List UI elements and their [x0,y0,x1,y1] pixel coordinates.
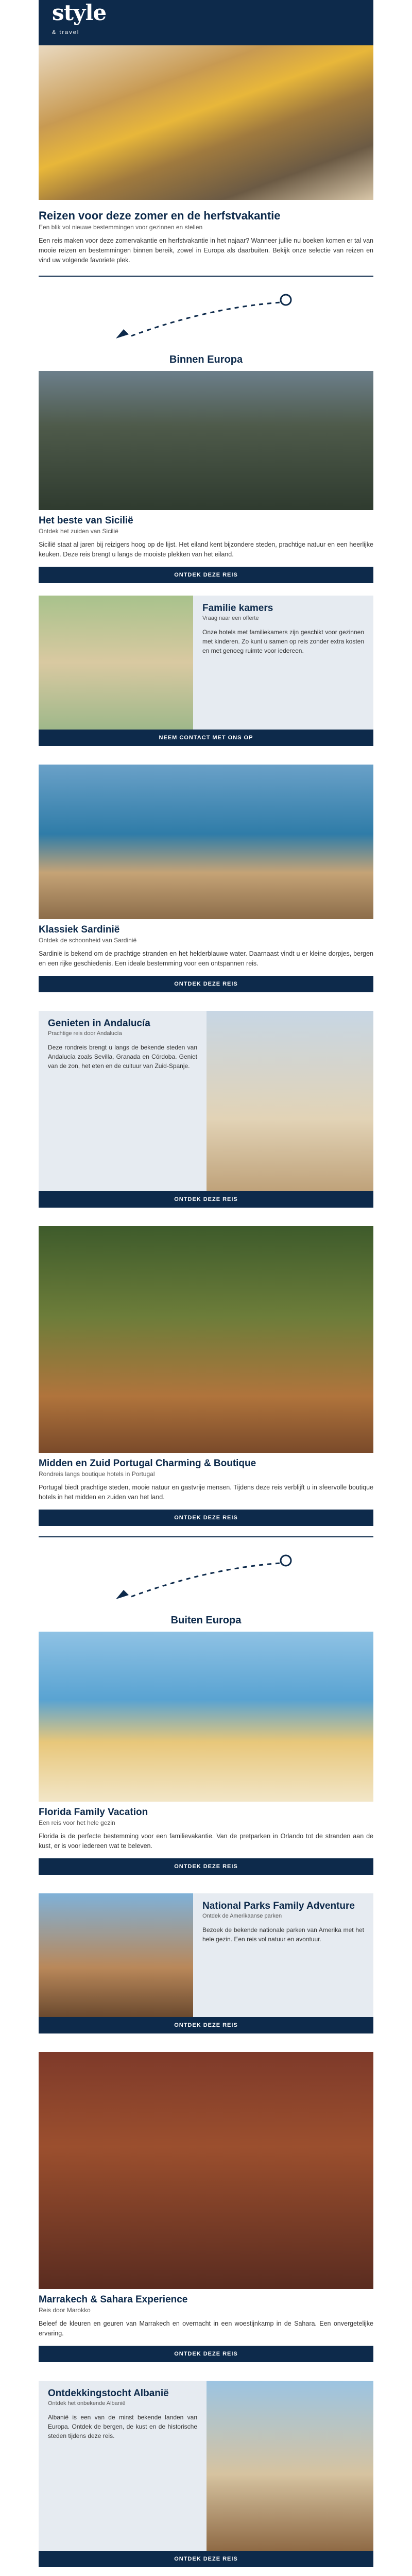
section-title-outside: Buiten Europa [170,1615,242,1626]
header [39,0,373,45]
family-image [39,596,193,730]
portugal-title: Midden en Zuid Portugal Charming & Boutique [39,1458,256,1469]
florida-button[interactable]: ONTDEK DEZE REIS [39,1858,373,1875]
albanie-subtitle: Ontdek het onbekende Albanië [48,2400,126,2406]
intro-text: Een reis maken voor deze zomervakantie en herfstvakantie in het najaar? Wanneer jullie nu boeken komen er tal van mooie reizen en bestemmingen binnen bereik, zowel in Europa als daarbuiten. Bekijk onze selectie van reizen en vind uw volgende favoriete plek. [39,237,373,264]
albanie-card [39,2381,373,2551]
parks-card [39,1893,373,2017]
florida-subtitle: Een reis voor het hele gezin [39,1819,115,1826]
logo[interactable]: style & travel [52,0,107,36]
plane-illustration [39,1548,373,1609]
andalucia-image [207,1011,373,1191]
sardinie-button[interactable]: ONTDEK DEZE REIS [39,976,373,992]
sardinie-subtitle: Ontdek de schoonheid van Sardinië [39,937,137,944]
florida-text: Florida is de perfecte bestemming voor een familievakantie. Van de pretparken in Orlando tot de stranden aan de kust, er is voor iedereen wat te beleven. [39,1833,373,1850]
family-subtitle: Vraag naar een offerte [202,615,259,621]
andalucia-text: Deze rondreis brengt u langs de bekende steden van Andalucía zoals Sevilla, Granada en Córdoba. Geniet van de zon, het eten en de cultuur van Zuid-Spanje. [48,1044,197,1070]
parks-image [39,1893,193,2017]
newsletter [39,0,373,2576]
family-text: Onze hotels met familiekamers zijn geschikt voor gezinnen met kinderen. Zo kunt u samen op reis zonder extra kosten en met genoeg ruimte voor iedereen. [202,629,364,654]
marrakech-text: Beleef de kleuren en geuren van Marrakech en overnacht in een woestijnkamp in de Sahara. Een onvergetelijke ervaring. [39,2320,373,2337]
portugal-subtitle: Rondreis langs boutique hotels in Portugal [39,1470,155,1478]
albanie-image [207,2381,373,2551]
sicilie-title: Het beste van Sicilië [39,515,133,526]
andalucia-title: Genieten in Andalucía [48,1018,150,1029]
andalucia-button[interactable]: ONTDEK DEZE REIS [39,1191,373,1208]
andalucia-card [39,1011,373,1191]
sicilie-subtitle: Ontdek het zuiden van Sicilië [39,528,118,535]
plane-illustration [39,287,373,349]
portugal-text: Portugal biedt prachtige steden, mooie natuur en gastvrije mensen. Tijdens deze reis verblijft u in sfeervolle boutique hotels in het midden en zuiden van het land. [39,1484,373,1501]
sardinie-text: Sardinië is bekend om de prachtige stranden en het helderblauwe water. Daarnaast vindt u er kleine dorpjes, bergen en een rijke geschiedenis. Een ideale bestemming voor een ontspannen reis. [39,950,373,967]
divider [39,276,373,277]
hero-image [39,45,373,200]
sardinie-image [39,765,373,919]
divider [39,1536,373,1537]
sicilie-text: Sicilië staat al jaren bij reizigers hoog op de lijst. Het eiland kent bijzondere steden, prachtige natuur en een heerlijke keuken. Deze reis brengt u langs de mooiste plekken van het eiland. [39,541,373,558]
marrakech-button[interactable]: ONTDEK DEZE REIS [39,2346,373,2362]
florida-title: Florida Family Vacation [39,1807,148,1818]
florida-image [39,1632,373,1802]
parks-subtitle: Ontdek de Amerikaanse parken [202,1913,282,1919]
marrakech-title: Marrakech & Sahara Experience [39,2294,188,2305]
albanie-title: Ontdekkingstocht Albanië [48,2388,169,2399]
sicilie-button[interactable]: ONTDEK DEZE REIS [39,567,373,583]
section-title-europe: Binnen Europa [169,354,243,365]
family-card [39,596,373,730]
intro-title: Reizen voor deze zomer en de herfstvakantie [39,209,281,222]
portugal-button[interactable]: ONTDEK DEZE REIS [39,1510,373,1526]
intro-subtitle: Een blik vol nieuwe bestemmingen voor gezinnen en stellen [39,224,203,231]
parks-button[interactable]: ONTDEK DEZE REIS [39,2017,373,2033]
andalucia-subtitle: Prachtige reis door Andalucía [48,1030,122,1037]
family-title: Familie kamers [202,603,273,614]
marrakech-image [39,2052,373,2289]
sicilie-image [39,371,373,510]
sardinie-title: Klassiek Sardinië [39,924,120,935]
parks-text: Bezoek de bekende nationale parken van Amerika met het hele gezin. Een reis vol natuur en avontuur. [202,1926,364,1943]
albanie-text: Albanië is een van de minst bekende landen van Europa. Ontdek de bergen, de kust en de historische steden tijdens deze reis. [48,2414,197,2439]
marrakech-subtitle: Reis door Marokko [39,2307,91,2314]
albanie-button[interactable]: ONTDEK DEZE REIS [39,2551,373,2567]
portugal-image [39,1226,373,1453]
parks-title: National Parks Family Adventure [202,1901,355,1911]
family-button[interactable]: NEEM CONTACT MET ONS OP [39,730,373,746]
